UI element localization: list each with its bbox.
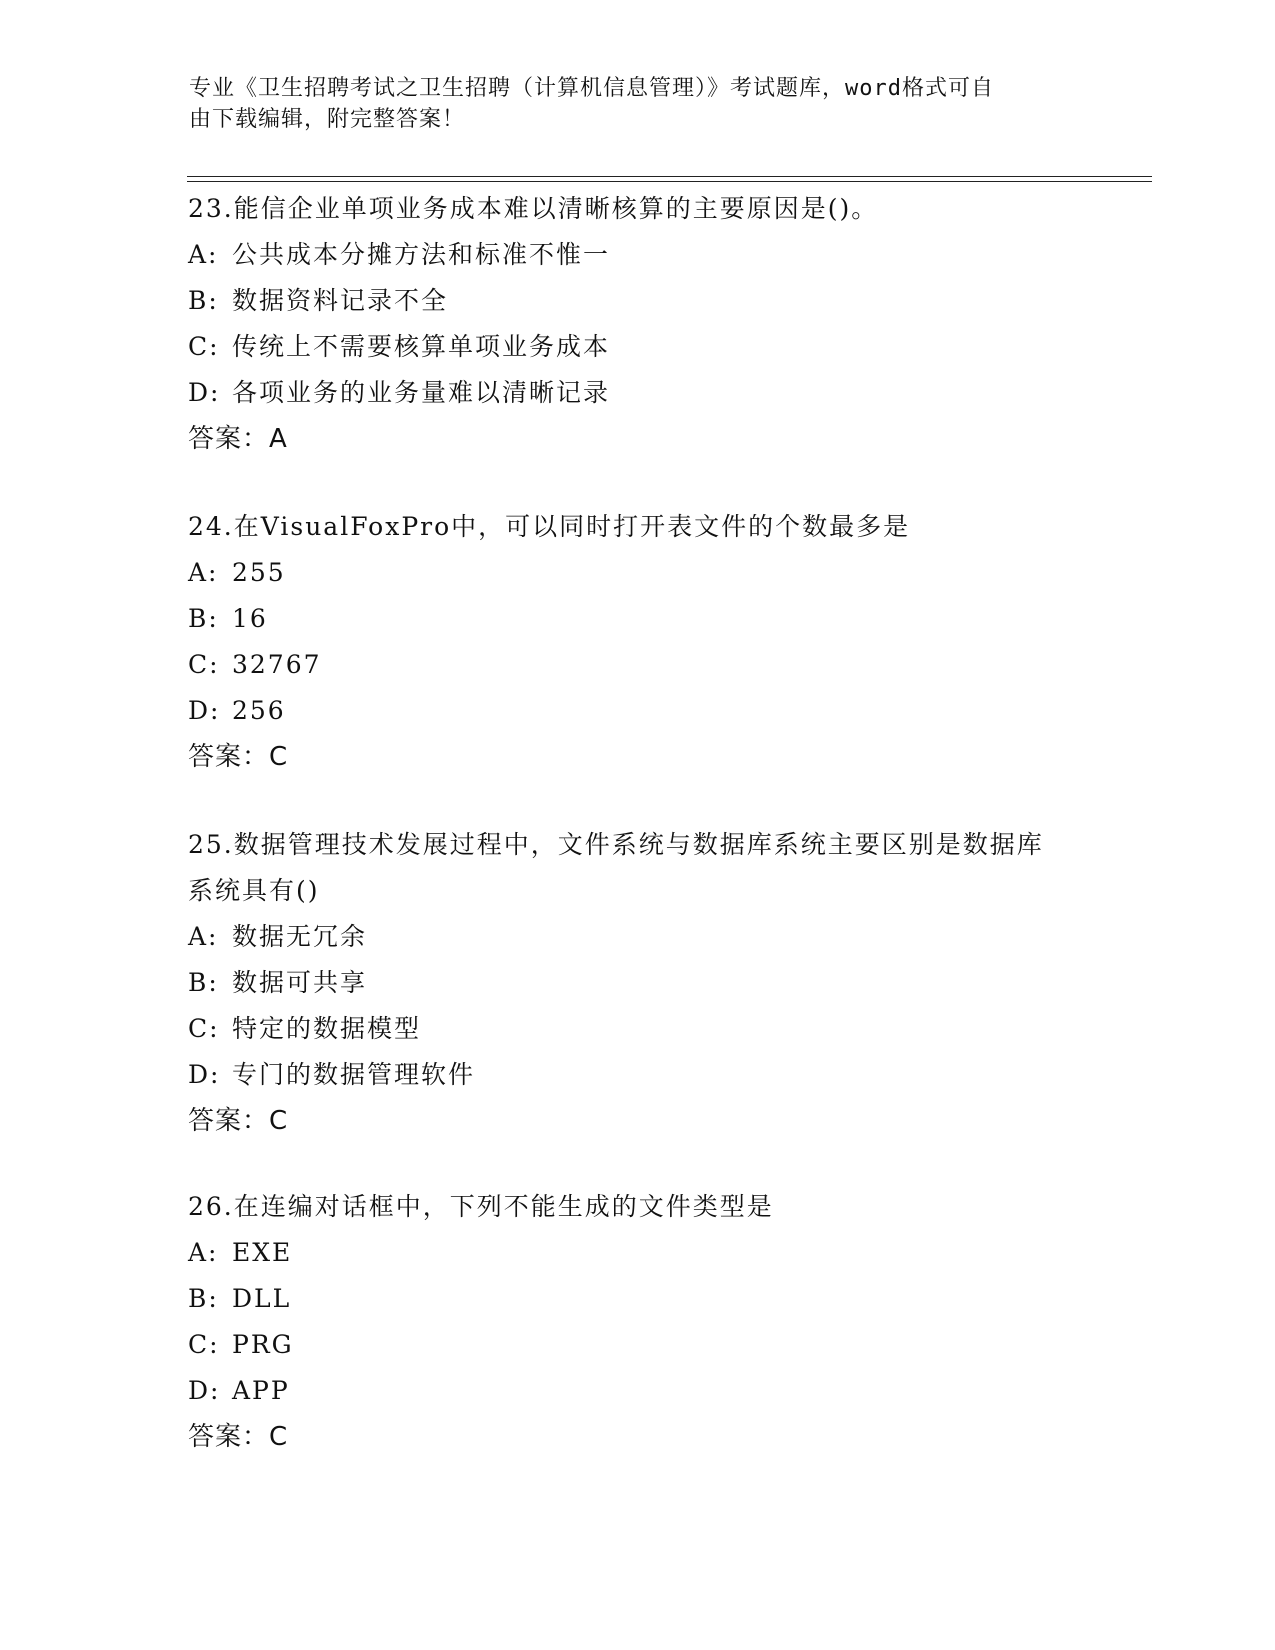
option-letter: C:: [188, 1330, 220, 1359]
option-letter: D:: [188, 696, 221, 725]
option-text: EXE: [232, 1238, 293, 1267]
option-text: 传统上不需要核算单项业务成本: [232, 332, 611, 361]
option-b: [188, 596, 1088, 642]
question-text: 26.在连编对话框中，下列不能生成的文件类型是: [188, 1192, 774, 1221]
option-text: 各项业务的业务量难以清晰记录: [232, 378, 611, 407]
option-letter: A:: [188, 1238, 219, 1267]
question-23: [188, 186, 1088, 462]
question-25: [188, 822, 1088, 1144]
answer-text: 答案：C: [188, 1422, 289, 1452]
option-letter: D:: [188, 1060, 221, 1089]
option-letter: A:: [188, 558, 219, 587]
option-c: [188, 324, 1088, 370]
header-line-1: 专业《卫生招聘考试之卫生招聘（计算机信息管理）》考试题库，word格式可自: [189, 76, 994, 101]
header-divider-bottom: [187, 181, 1152, 182]
option-letter: D:: [188, 1376, 221, 1405]
option-letter: A:: [188, 240, 219, 269]
option-letter: C:: [188, 332, 220, 361]
option-a: [188, 550, 1088, 596]
question-26: [188, 1184, 1088, 1460]
option-text: 16: [232, 604, 268, 633]
option-text: 32767: [232, 650, 322, 679]
option-letter: C:: [188, 1014, 220, 1043]
header-line-2: 由下载编辑，附完整答案！: [189, 107, 466, 132]
option-letter: B:: [188, 604, 219, 633]
option-letter: B:: [188, 968, 219, 997]
option-d: [188, 1052, 1088, 1098]
option-c: [188, 1322, 1088, 1368]
option-d: [188, 1368, 1088, 1414]
option-b: [188, 960, 1088, 1006]
question-24: [188, 504, 1088, 780]
option-text: 数据无冗余: [232, 922, 368, 951]
option-text: APP: [232, 1376, 290, 1405]
option-a: [188, 914, 1088, 960]
option-text: PRG: [232, 1330, 294, 1359]
option-text: 256: [232, 696, 286, 725]
option-b: [188, 278, 1088, 324]
option-text: 专门的数据管理软件: [232, 1060, 476, 1089]
option-letter: B:: [188, 1284, 219, 1313]
option-text: 255: [232, 558, 286, 587]
option-text: 公共成本分摊方法和标准不惟一: [232, 240, 611, 269]
option-c: [188, 1006, 1088, 1052]
option-b: [188, 1276, 1088, 1322]
option-d: [188, 688, 1088, 734]
option-d: [188, 370, 1088, 416]
answer-text: 答案：C: [188, 742, 289, 772]
question-text: 24.在VisualFoxPro中，可以同时打开表文件的个数最多是: [188, 512, 911, 541]
question-text: 23.能信企业单项业务成本难以清晰核算的主要原因是()。: [188, 194, 879, 223]
option-letter: B:: [188, 286, 219, 315]
option-letter: D:: [188, 378, 221, 407]
option-a: [188, 1230, 1088, 1276]
option-letter: A:: [188, 922, 219, 951]
option-c: [188, 642, 1088, 688]
option-letter: C:: [188, 650, 220, 679]
option-text: 数据可共享: [232, 968, 368, 997]
answer-text: 答案：A: [188, 424, 288, 454]
answer-text: 答案：C: [188, 1106, 289, 1136]
option-text: 特定的数据模型: [232, 1014, 422, 1043]
question-text: 25.数据管理技术发展过程中，文件系统与数据库系统主要区别是数据库系统具有(): [188, 830, 1044, 905]
option-text: 数据资料记录不全: [232, 286, 449, 315]
document-header: [189, 73, 1089, 135]
option-a: [188, 232, 1088, 278]
header-divider-top: [187, 176, 1152, 177]
option-text: DLL: [232, 1284, 292, 1313]
